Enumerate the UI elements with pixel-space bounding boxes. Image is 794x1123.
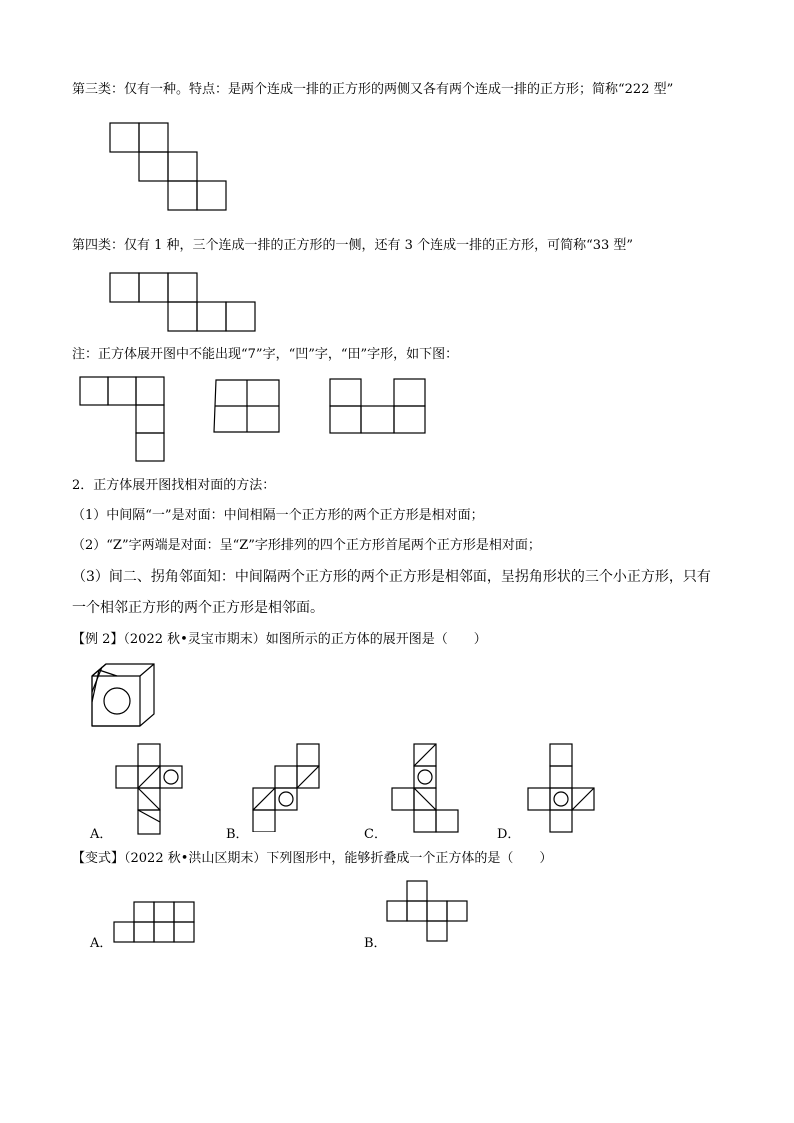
- example2-text: 【例 2】（2022 秋•灵宝市期末）如图所示的正方体的展开图是（ ）: [72, 632, 487, 647]
- variant-b-net: [385, 879, 471, 943]
- variant-a-net: [112, 900, 198, 944]
- ao-shape-figure: [329, 378, 429, 436]
- net-33-figure: [109, 272, 259, 332]
- option-d-net: [525, 742, 600, 838]
- variant-b-label[interactable]: B．: [364, 936, 387, 951]
- option-b-net: [250, 742, 325, 832]
- method-1: （1）中间隔“一”是对面：中间相隔一个正方形的两个正方形是相对面；: [72, 508, 484, 523]
- net-222-figure: [109, 122, 229, 212]
- type3-text: 第三类：仅有一种。特点：是两个连成一排的正方形的两侧又各有两个连成一排的正方形；简称“222 型”: [72, 82, 674, 97]
- seven-shape-figure: [79, 376, 169, 464]
- option-a-label[interactable]: A．: [90, 827, 113, 842]
- variant-text: 【变式】（2022 秋•洪山区期末）下列图形中，能够折叠成一个正方体的是（ ）: [72, 851, 553, 866]
- option-c-label[interactable]: C．: [364, 827, 387, 842]
- tian-shape-figure: [213, 378, 283, 434]
- method-3b: 一个相邻正方形的两个正方形是相邻面。: [72, 600, 324, 616]
- note-text: 注：正方体展开图中不能出现“7”字，“凹”字，“田”字形，如下图：: [72, 347, 459, 362]
- method-title: 2．正方体展开图找相对面的方法：: [72, 478, 276, 493]
- cube-figure: [90, 662, 158, 730]
- option-d-label[interactable]: D．: [497, 827, 521, 842]
- option-a-net: [113, 742, 193, 838]
- option-b-label[interactable]: B．: [226, 827, 249, 842]
- method-3a: （3）间二、拐角邻面知：中间隔两个正方形的两个正方形是相邻面，呈拐角形状的三个小正方形，只有: [72, 569, 711, 585]
- type4-text: 第四类：仅有 1 种，三个连成一排的正方形的一侧，还有 3 个连成一排的正方形，可简称“33 型”: [72, 238, 634, 253]
- variant-a-label[interactable]: A．: [90, 936, 113, 951]
- option-c-net: [389, 742, 464, 838]
- method-2: （2）“Z”字两端是对面：呈“Z”字形排列的四个正方形首尾两个正方形是相对面；: [72, 538, 541, 553]
